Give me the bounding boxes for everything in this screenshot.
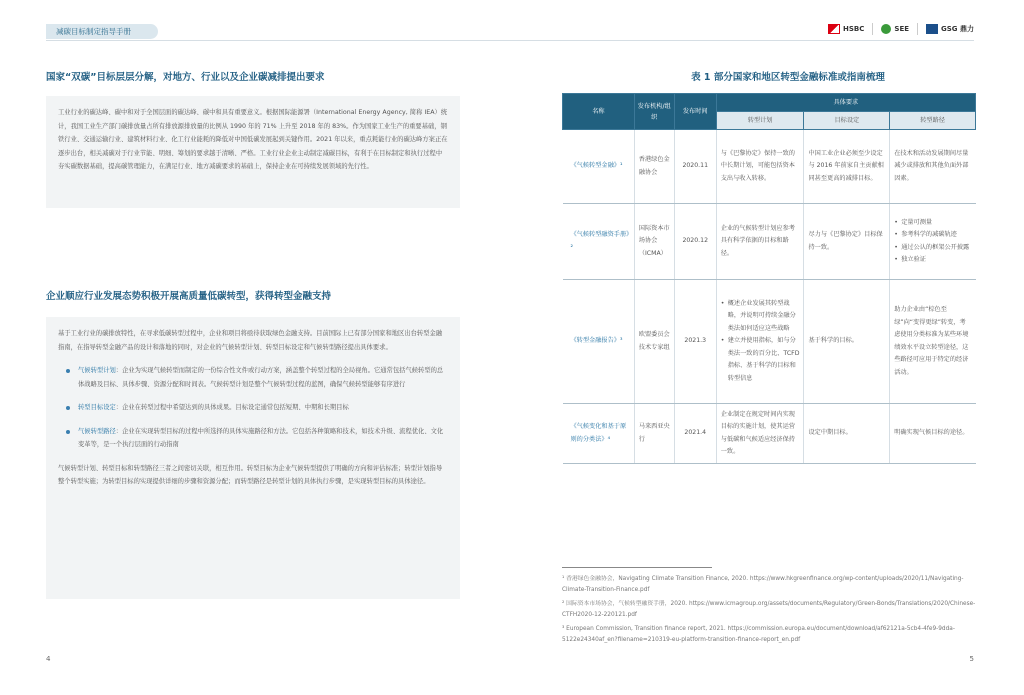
see-leaf-icon xyxy=(881,24,891,34)
bullet-path xyxy=(66,425,448,452)
footnote: ³ European Commission, Transition finance report, 2021. https://commission.europa.eu/document/download/af62121a-5cb4-4fe9-9dda-5122e24340af_en?filename=210319-eu-platform-transition-finance-report_en.pdf xyxy=(562,626,955,643)
cell-text: 基于科学的目标。 xyxy=(808,337,858,345)
logo-divider xyxy=(872,23,873,35)
col-issuer: 发布机构/组织 xyxy=(634,94,674,130)
col-target: 目标设定 xyxy=(804,112,890,130)
cell-date: 2021.4 xyxy=(674,404,716,464)
section1-box xyxy=(46,96,460,208)
header-tab: 减碳目标制定指导手册 xyxy=(46,24,158,39)
cell-path xyxy=(890,204,976,280)
footnote: ¹ 香港绿色金融协会，Navigating Climate Transition Finance, 2020. https://www.hkgreenfinance.org/wp-content/uploads/2020/11/Navigating-Climate-Transition-Finance.pdf xyxy=(562,576,964,593)
bullet-list xyxy=(66,364,448,452)
cell-date: 2020.12 xyxy=(674,204,716,280)
gsg-logo: GSG 鼎力 xyxy=(926,24,974,34)
bullet-term: 转型目标设定 xyxy=(78,404,116,411)
cell-text: • 参考科学的减碳轨迹 xyxy=(894,229,971,242)
cell-plan xyxy=(716,280,804,404)
gsg-square-icon xyxy=(926,24,938,34)
footnote: ² 国际资本市场协会，气候转型融资手册，2020. https://www.icmagroup.org/assets/documents/Regulatory/Green-Bonds/Translations/2020/Chinese-CTFH2020-12-220121.pdf xyxy=(562,601,976,618)
cell-text: • 独立验证 xyxy=(894,254,971,267)
cell-target xyxy=(804,404,890,464)
cell-name: 《气候变化和基于原则的分类法》⁴ xyxy=(563,404,635,464)
header-rule xyxy=(512,40,974,41)
section2-outro: 气候转型计划、转型目标和转型路径三者之间密切关联，相互作用。转型目标为企业气候转型提供了明确的方向和评估标准；转型计划指导整个转型实施；为转型目标的实现提供详细的步骤和资源分配；而转型路径是转型计划的具体执行步骤，是实现转型目标的具体途径。 xyxy=(58,464,443,485)
cell-text: 在技术和活动发展期间尽量减少或排放和其他负面外部因素。 xyxy=(894,149,969,182)
see-logo: SEE xyxy=(881,24,909,34)
col-name: 名称 xyxy=(563,94,635,130)
cell-text: • 建立并使用指标，如与分类法一致的百分比、TCFD 指标、基于科学的目标和转型信息 xyxy=(721,335,800,385)
bullet-target xyxy=(66,401,448,415)
cell-text: 设定中期目标。 xyxy=(808,429,852,437)
footnotes xyxy=(562,574,976,649)
cell-plan xyxy=(716,204,804,280)
cell-text: 中国工业企业必须至少设定与 2016 年前家自主贡献相同甚至更高的减排目标。 xyxy=(808,149,884,182)
table-row xyxy=(563,280,976,404)
cell-text: • 通过公认的框架公开披露 xyxy=(894,242,971,255)
col-path: 转型路径 xyxy=(890,112,976,130)
cell-target xyxy=(804,130,890,204)
cell-text: 企业制定在规定时间内实现目标的实施计划，使其运营与低碳和气候适应经济保持一致。 xyxy=(720,410,795,455)
cell-text: 助力企业由“棕色至绿”向“变得更绿”转变，考虑使用分类标准为某些环境绩效水平设立转型途径，这些路径可应用于特定的经济活动。 xyxy=(894,306,969,376)
bullet-term: 气候转型计划 xyxy=(78,367,116,374)
bullet-term: 气候转型路径 xyxy=(78,427,116,435)
cell-name: 《气候转型融资手册》² xyxy=(563,204,635,280)
cell-text: 与《巴黎协定》保持一致的中长期计划，可能包括资本支出与收入转移。 xyxy=(720,149,795,182)
cell-date: 2021.3 xyxy=(674,280,716,404)
transition-finance-table xyxy=(562,93,976,464)
col-date: 发布时间 xyxy=(674,94,716,130)
logo-bar xyxy=(828,23,974,35)
cell-path xyxy=(890,130,976,204)
cell-path xyxy=(890,404,976,464)
cell-issuer: 国际资本市场协会（ICMA） xyxy=(634,204,674,280)
section1-title: 国家“双碳”目标层层分解，对地方、行业以及企业碳减排提出要求 xyxy=(46,72,325,83)
cell-text: 明确实现气候目标的途径。 xyxy=(894,429,969,437)
cell-text: 企业的气候转型计划应参考具有科学依据的目标和路径。 xyxy=(720,224,795,257)
cell-date: 2020.11 xyxy=(674,130,716,204)
section2-title: 企业顺应行业发展态势积极开展高质量低碳转型，获得转型金融支持 xyxy=(46,291,332,302)
table-row xyxy=(563,204,976,280)
cell-target xyxy=(804,204,890,280)
cell-issuer: 欧盟委员会技术专家组 xyxy=(634,280,674,404)
page-number-right: 5 xyxy=(969,655,974,663)
footnote-rule xyxy=(562,567,712,568)
cell-text: • 概述企业发展其转型战略，并说明可持续金融分类法如何适应这些战略 xyxy=(721,298,800,336)
bullet-text: ：企业在实现转型目标的过程中所选择的具体实施路径和方法。它包括各种策略和技术，如技术升级、流程优化、文化变革等，是一个执行层面的行动指南 xyxy=(78,427,444,448)
bullet-plan xyxy=(66,364,448,391)
cell-name: 《气候转型金融》¹ xyxy=(563,130,635,204)
section2-intro: 基于工业行业的碳排放特性，在寻求低碳转型过程中，企业和项目将亟待获取绿色金融支持。目前国际上已有部分国家和地区出台转型金融指南，在指导转型金融产品的设计和落地的同时，对企业的气候转型计划、转型目标设定和气候转型路径提出具体要求。 xyxy=(58,330,443,351)
col-plan: 转型计划 xyxy=(716,112,804,130)
cell-plan xyxy=(716,130,804,204)
cell-text: • 定量可测量 xyxy=(894,217,971,230)
cell-issuer: 马来西亚央行 xyxy=(634,404,674,464)
cell-target xyxy=(804,280,890,404)
section2-box xyxy=(46,317,460,599)
page-number-left: 4 xyxy=(46,655,51,663)
table-row xyxy=(563,130,976,204)
bullet-text: ：企业为实现气候转型而制定的一份综合性文件或行动方案，涵盖整个转型过程的全局视角。它通常包括气候转型的总体战略及目标、具体步骤、资源分配和时间表。气候转型计划是整个气候转型过程的蓝图，确保气候转型能够有序进行 xyxy=(78,367,444,388)
header-rule xyxy=(46,40,512,41)
logo-divider xyxy=(917,23,918,35)
cell-plan xyxy=(716,404,804,464)
bullet-text: ：企业在转型过程中希望达到的具体成果。目标设定通常包括短期、中期和长期目标 xyxy=(115,404,349,411)
cell-path xyxy=(890,280,976,404)
right-page xyxy=(512,0,1024,695)
cell-name: 《转型金融报告》³ xyxy=(563,280,635,404)
cell-issuer: 香港绿色金融协会 xyxy=(634,130,674,204)
table-body xyxy=(563,130,976,464)
table-row xyxy=(563,404,976,464)
cell-text: 尽力与《巴黎协定》目标保持一致。 xyxy=(808,231,883,251)
table-title: 表 1 部分国家和地区转型金融标准或指南梳理 xyxy=(691,72,885,83)
section1-body: 工业行业的碳达峰、碳中和对于全国层面的碳达峰、碳中和具有重要意义。根据国际能源署（International Energy Agency, 简称 IEA）统计，我国工业生产部门碳排放量占所有排放源排放量的比例从 1990 年的 71% 上升至 2018 年的 83%。作为国家工业生产的重要基础，钢铁行业、交通运输行业、建筑材料行业、化工行业能耗的降低对中国低碳发展起到关键作用。2021 年以来，重点耗能行业的碳达峰方案正在逐步出台，相关减碳对于行业节能、明细、筹划的要求越于清晰、严格。工业行业企业主动制定减碳目标，有利于在目标制定和执行过程中夯实碳数据基础，提高碳管理能力，在满足行业、地方减碳要求的基础上，保持企业在可持续发展领域的先行性。 xyxy=(58,109,448,170)
col-group: 具体要求 xyxy=(716,94,975,112)
hsbc-hexagon-icon xyxy=(828,24,840,34)
hsbc-logo: HSBC xyxy=(828,24,864,34)
